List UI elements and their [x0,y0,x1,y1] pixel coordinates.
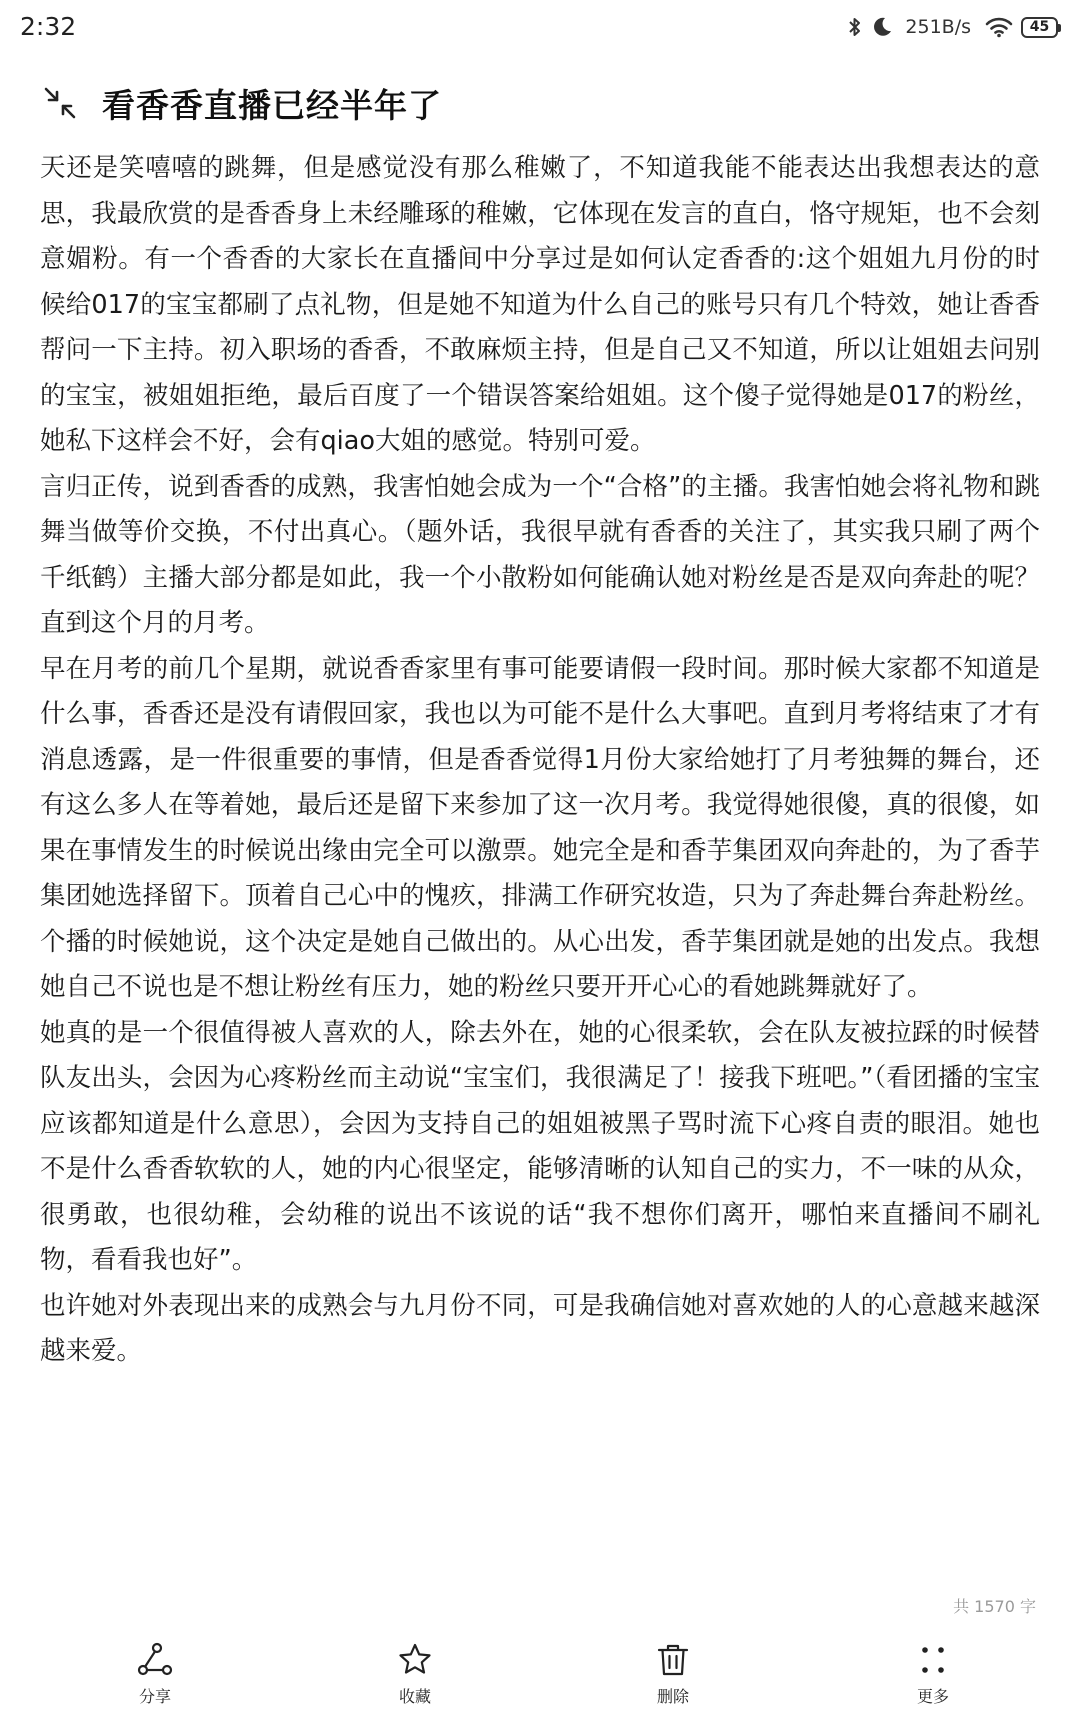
favorite-button[interactable] [360,1642,470,1722]
trash-icon [655,1642,691,1678]
status-bar [0,0,1080,56]
delete-label: 删除 [656,1687,689,1706]
paragraph: 也许她对外表现出来的成熟会与九月份不同，可是我确信她对喜欢她的人的心意越来越深越来爱。 [40,1290,1040,1366]
bluetooth-icon [847,15,863,39]
more-dots-icon [915,1642,951,1678]
share-button[interactable] [100,1642,210,1722]
wifi-icon [985,16,1013,38]
moon-icon [871,16,893,38]
more-button[interactable] [878,1642,988,1722]
paragraph: 早在月考的前几个星期，就说香香家里有事可能要请假一段时间。那时候大家都不知道是什么事，香香还是没有请假回家，我也以为可能不是什么大事吧。直到月考将结束了才有消息透露，是一件很重要的事情，但是香香觉得1月份大家给她打了月考独舞的舞台，还有这么多人在等着她，最后还是留下来参加了这一次月考。我觉得她很傻，真的很傻，如果在事情发生的时候说出缘由完全可以激票。她完全是和香芋集团双向奔赴的，为了香芋集团她选择留下。顶着自己心中的愧疚，排满工作研究妆造，只为了奔赴舞台奔赴粉丝。个播的时候她说，这个决定是她自己做出的。从心出发，香芋集团就是她的出发点。我想她自己不说也是不想让粉丝有压力，她的粉丝只要开开心心的看她跳舞就好了。 [40,653,1040,1002]
battery-icon [1021,17,1058,38]
status-time: 2:32 [20,12,77,41]
note-title: 看香香直播已经半年了 [102,85,442,125]
favorite-label: 收藏 [398,1687,431,1706]
note-body[interactable] [40,146,1040,1375]
status-icons [847,12,1058,42]
share-icon [137,1642,173,1678]
paragraph: 她真的是一个很值得被人喜欢的人，除去外在，她的心很柔软，会在队友被拉踩的时候替队友出头，会因为心疼粉丝而主动说“宝宝们，我很满足了！接我下班吧。”（看团播的宝宝应该都知道是什么意思），会因为支持自己的姐姐被黑子骂时流下心疼自责的眼泪。她也不是什么香香软软的人，她的内心很坚定，能够清晰的认知自己的实力，不一味的从众，很勇敢，也很幼稚，会幼稚的说出不该说的话“我不想你们离开，哪怕来直播间不刷礼物，看看我也好”。 [40,1017,1040,1275]
bottom-toolbar [0,1628,1080,1728]
collapse-arrows-icon [43,86,77,120]
delete-button[interactable] [618,1642,728,1722]
collapse-button[interactable] [40,83,80,123]
word-count: 共 1570 字 [953,1597,1036,1616]
net-speed: 251B/s [905,16,971,38]
paragraph: 天还是笑嘻嘻的跳舞，但是感觉没有那么稚嫩了，不知道我能不能表达出我想表达的意思，我最欣赏的是香香身上未经雕琢的稚嫩，它体现在发言的直白，恪守规矩，也不会刻意媚粉。有一个香香的大家长在直播间中分享过是如何认定香香的:这个姐姐九月份的时候给017的宝宝都刷了点礼物，但是她不知道为什么自己的账号只有几个特效，她让香香帮问一下主持。初入职场的香香，不敢麻烦主持，但是自己又不知道，所以让姐姐去问别的宝宝，被姐姐拒绝，最后百度了一个错误答案给姐姐。这个傻子觉得她是017的粉丝，她私下这样会不好，会有qiao大姐的感觉。特别可爱。 [40,153,1040,456]
battery-level: 45 [1029,19,1050,35]
note-header [40,78,1040,128]
share-label: 分享 [138,1687,171,1706]
paragraph: 言归正传，说到香香的成熟，我害怕她会成为一个“合格”的主播。我害怕她会将礼物和跳舞当做等价交换，不付出真心。（题外话，我很早就有香香的关注了，其实我只刷了两个千纸鹤）主播大部分都是如此，我一个小散粉如何能确认她对粉丝是否是双向奔赴的呢？直到这个月的月考。 [40,471,1040,638]
more-label: 更多 [916,1687,949,1706]
star-icon [397,1642,433,1678]
